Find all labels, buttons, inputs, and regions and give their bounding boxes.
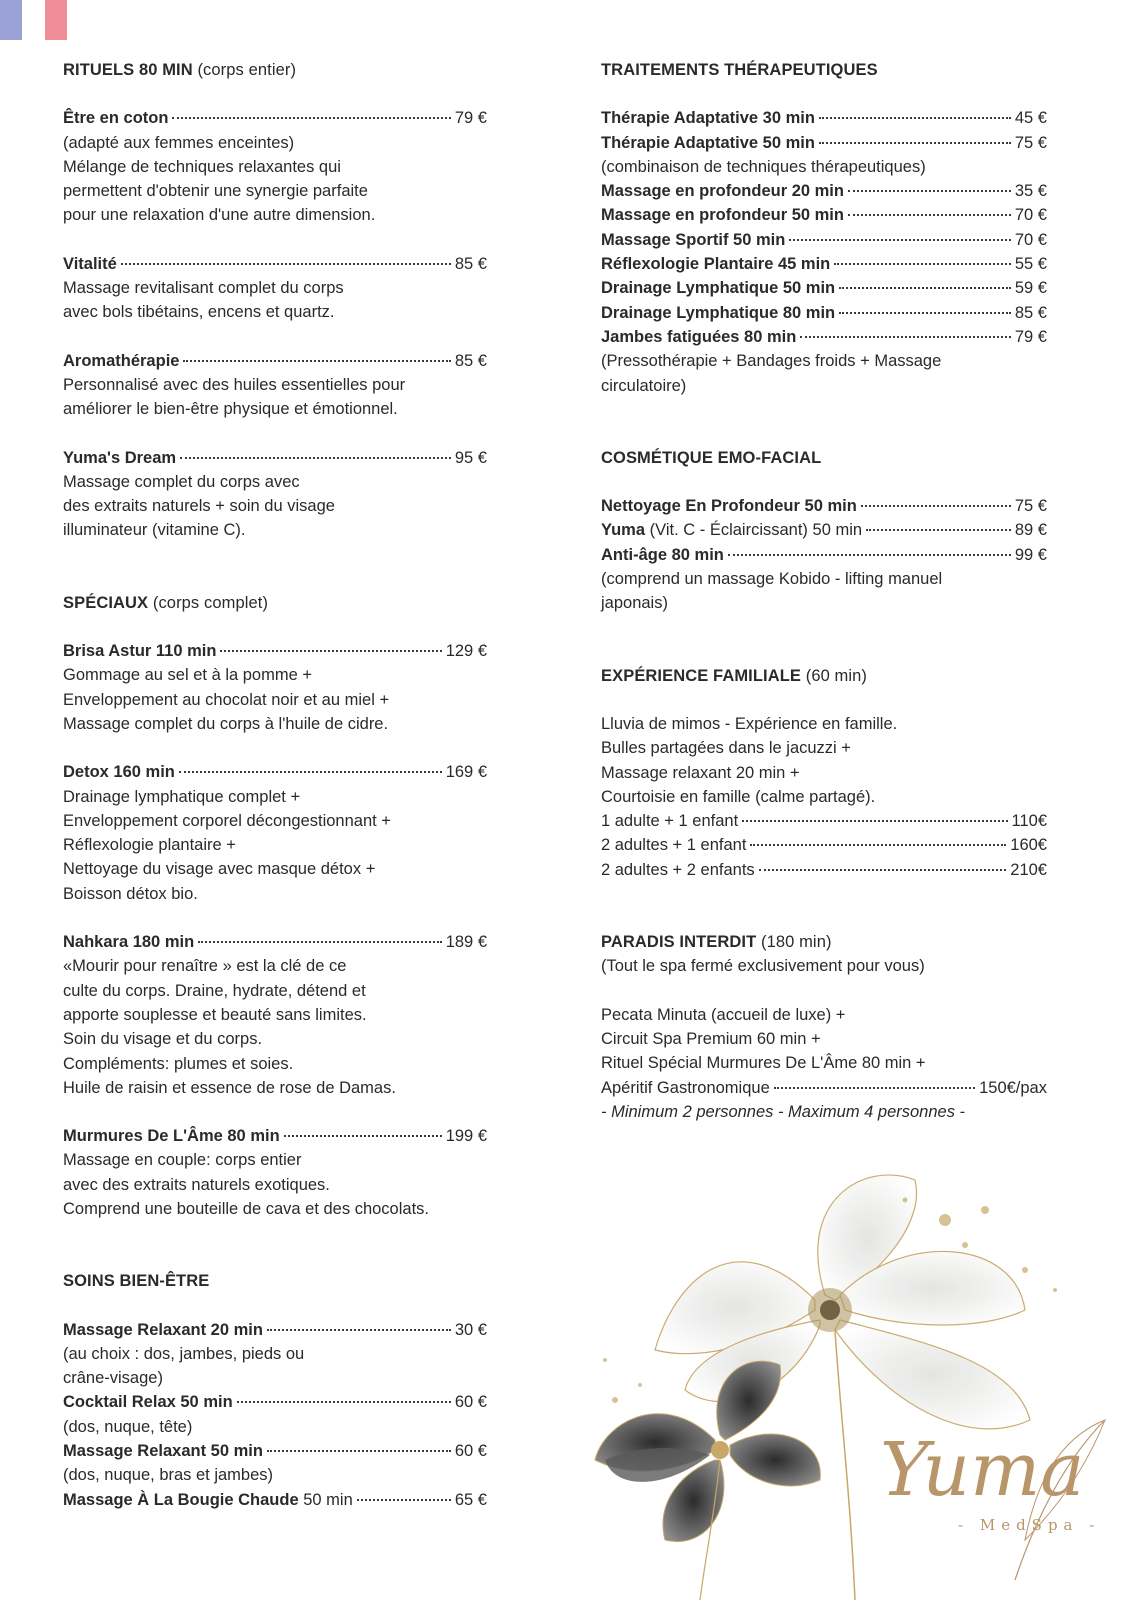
flag-blue-stripe	[0, 0, 22, 40]
item-description: Boisson détox bio.	[63, 884, 198, 903]
item-description: Huile de raisin et essence de rose de Damas.	[63, 1078, 396, 1097]
section-title-familiale: EXPÉRIENCE FAMILIALE (60 min)	[601, 666, 868, 685]
item-description: Courtoisie en famille (calme partagé).	[601, 787, 876, 806]
item-description: Circuit Spa Premium 60 min +	[601, 1029, 821, 1048]
item-description: Mélange de techniques relaxantes qui	[63, 157, 341, 176]
flag-red-stripe	[45, 0, 67, 40]
item-description: Enveloppement corporel décongestionnant +	[63, 811, 391, 830]
section-title-rituels: RITUELS 80 MIN (corps entier)	[63, 61, 297, 79]
item-description: Massage revitalisant complet du corps	[63, 279, 344, 298]
item-description: Compléments: plumes et soies.	[63, 1054, 294, 1073]
menu-item-profondeur-50: Massage en profondeur 50 min 70 €	[601, 206, 1047, 225]
item-description: avec bols tibétains, encens et quartz.	[63, 303, 335, 322]
item-description: (dos, nuque, bras et jambes)	[63, 1466, 274, 1485]
item-description: permettent d'obtenir une synergie parfaite	[63, 182, 368, 201]
item-note: (Pressothérapie + Bandages froids + Massage	[601, 352, 942, 371]
item-description: illuminateur (vitamine C).	[63, 521, 246, 540]
item-description: culte du corps. Draine, hydrate, détend et	[63, 981, 366, 1000]
menu-item-therapie-50: Thérapie Adaptative 50 min 75 €	[601, 133, 1047, 152]
item-description: (adapté aux femmes enceintes)	[63, 133, 295, 152]
item-note: (comprend un massage Kobido - lifting manuel	[601, 570, 943, 589]
menu-item-drainage-50: Drainage Lymphatique 50 min 59 €	[601, 279, 1047, 298]
price-row-2a-2e: 2 adultes + 2 enfants 210€	[601, 860, 1047, 879]
left-column	[63, 58, 487, 1512]
section-title-paradis: PARADIS INTERDIT (180 min)	[601, 933, 832, 952]
item-description: (dos, nuque, tête)	[63, 1417, 193, 1436]
item-description: Comprend une bouteille de cava et des chocolats.	[63, 1199, 429, 1218]
item-description: pour une relaxation d'une autre dimension.	[63, 206, 376, 225]
item-description: «Mourir pour renaître » est la clé de ce	[63, 957, 347, 976]
menu-item-massage-relaxant-50: Massage Relaxant 50 min 60 €	[63, 1442, 487, 1461]
menu-item-detox: Detox 160 min 169 €	[63, 763, 487, 782]
item-description: améliorer le bien-être physique et émotionnel.	[63, 400, 398, 419]
item-description: avec des extraits naturels exotiques.	[63, 1175, 330, 1194]
section-title-therapeutiques: TRAITEMENTS THÉRAPEUTIQUES	[601, 61, 878, 79]
item-description: crâne-visage)	[63, 1369, 163, 1388]
item-note: japonais)	[601, 594, 668, 613]
menu-item-nettoyage: Nettoyage En Profondeur 50 min 75 €	[601, 497, 1047, 516]
menu-item-yumas-dream: Yuma's Dream 95 €	[63, 448, 487, 467]
menu-item-cocktail-relax: Cocktail Relax 50 min 60 €	[63, 1393, 487, 1412]
item-description: (au choix : dos, jambes, pieds ou	[63, 1344, 305, 1363]
menu-item-vitalite: Vitalité 85 €	[63, 254, 487, 273]
item-description: Lluvia de mimos - Expérience en famille.	[601, 714, 898, 733]
white-flower	[655, 1175, 1030, 1429]
menu-item-massage-relaxant-20: Massage Relaxant 20 min 30 €	[63, 1320, 487, 1339]
item-description: Pecata Minuta (accueil de luxe) +	[601, 1005, 846, 1024]
item-description: Massage complet du corps avec	[63, 472, 300, 491]
item-note: - Minimum 2 personnes - Maximum 4 personnes -	[601, 1102, 966, 1121]
menu-item-brisa-astur: Brisa Astur 110 min 129 €	[63, 642, 487, 661]
item-description: apporte souplesse et beauté sans limites.	[63, 1005, 367, 1024]
item-description: Massage relaxant 20 min +	[601, 763, 800, 782]
brand-name: Yuma	[880, 1427, 1085, 1513]
item-description: Réflexologie plantaire +	[63, 836, 236, 855]
item-description: Enveloppement au chocolat noir et au miel +	[63, 690, 390, 709]
item-description: Bulles partagées dans le jacuzzi +	[601, 739, 851, 758]
item-description: Personnalisé avec des huiles essentielles pour	[63, 375, 406, 394]
item-description: Massage complet du corps à l'huile de cidre.	[63, 714, 389, 733]
menu-item-nahkara: Nahkara 180 min 189 €	[63, 933, 487, 952]
price-row-2a-1e: 2 adultes + 1 enfant 160€	[601, 836, 1047, 855]
item-description: Rituel Spécial Murmures De L'Âme 80 min +	[601, 1054, 926, 1073]
price-row-1a-1e: 1 adulte + 1 enfant 110€	[601, 812, 1047, 831]
menu-item-profondeur-20: Massage en profondeur 20 min 35 €	[601, 182, 1047, 201]
menu-item-jambes: Jambes fatiguées 80 min 79 €	[601, 327, 1047, 346]
item-description: Massage en couple: corps entier	[63, 1151, 302, 1170]
menu-item-anti-age: Anti-âge 80 min 99 €	[601, 545, 1047, 564]
menu-item-yuma-facial: Yuma (Vit. C - Éclaircissant) 50 min 89 €	[601, 521, 1047, 540]
menu-item-etre-en-coton: Être en coton 79 €	[63, 109, 487, 128]
right-column	[601, 58, 1047, 1124]
menu-item-murmures: Murmures De L'Âme 80 min 199 €	[63, 1127, 487, 1146]
menu-item-therapie-30: Thérapie Adaptative 30 min 45 €	[601, 109, 1047, 128]
item-note: (Tout le spa fermé exclusivement pour vous)	[601, 957, 925, 976]
menu-item-bougie-chaude: Massage À La Bougie Chaude 50 min 65 €	[63, 1490, 487, 1509]
menu-item-drainage-80: Drainage Lymphatique 80 min 85 €	[601, 303, 1047, 322]
item-description: Nettoyage du visage avec masque détox +	[63, 860, 376, 879]
menu-item-aromatherapie: Aromathérapie 85 €	[63, 351, 487, 370]
item-description: des extraits naturels + soin du visage	[63, 497, 335, 516]
price-row-aperitif: Apéritif Gastronomique 150€/pax	[601, 1078, 1047, 1097]
section-title-soins: SOINS BIEN-ÊTRE	[63, 1272, 210, 1291]
item-note: circulatoire)	[601, 376, 687, 395]
menu-item-reflexologie: Réflexologie Plantaire 45 min 55 €	[601, 255, 1047, 274]
item-note: (combinaison de techniques thérapeutiques)	[601, 157, 926, 176]
section-title-cosmetique: COSMÉTIQUE EMO-FACIAL	[601, 448, 822, 467]
brand-tagline: - MedSpa -	[958, 1516, 1101, 1534]
section-title-speciaux: SPÉCIAUX (corps complet)	[63, 593, 269, 612]
brand-logo	[880, 1420, 1120, 1590]
item-description: Soin du visage et du corps.	[63, 1030, 263, 1049]
item-description: Gommage au sel et à la pomme +	[63, 666, 312, 685]
item-description: Drainage lymphatique complet +	[63, 787, 301, 806]
menu-item-sportif-50: Massage Sportif 50 min 70 €	[601, 230, 1047, 249]
